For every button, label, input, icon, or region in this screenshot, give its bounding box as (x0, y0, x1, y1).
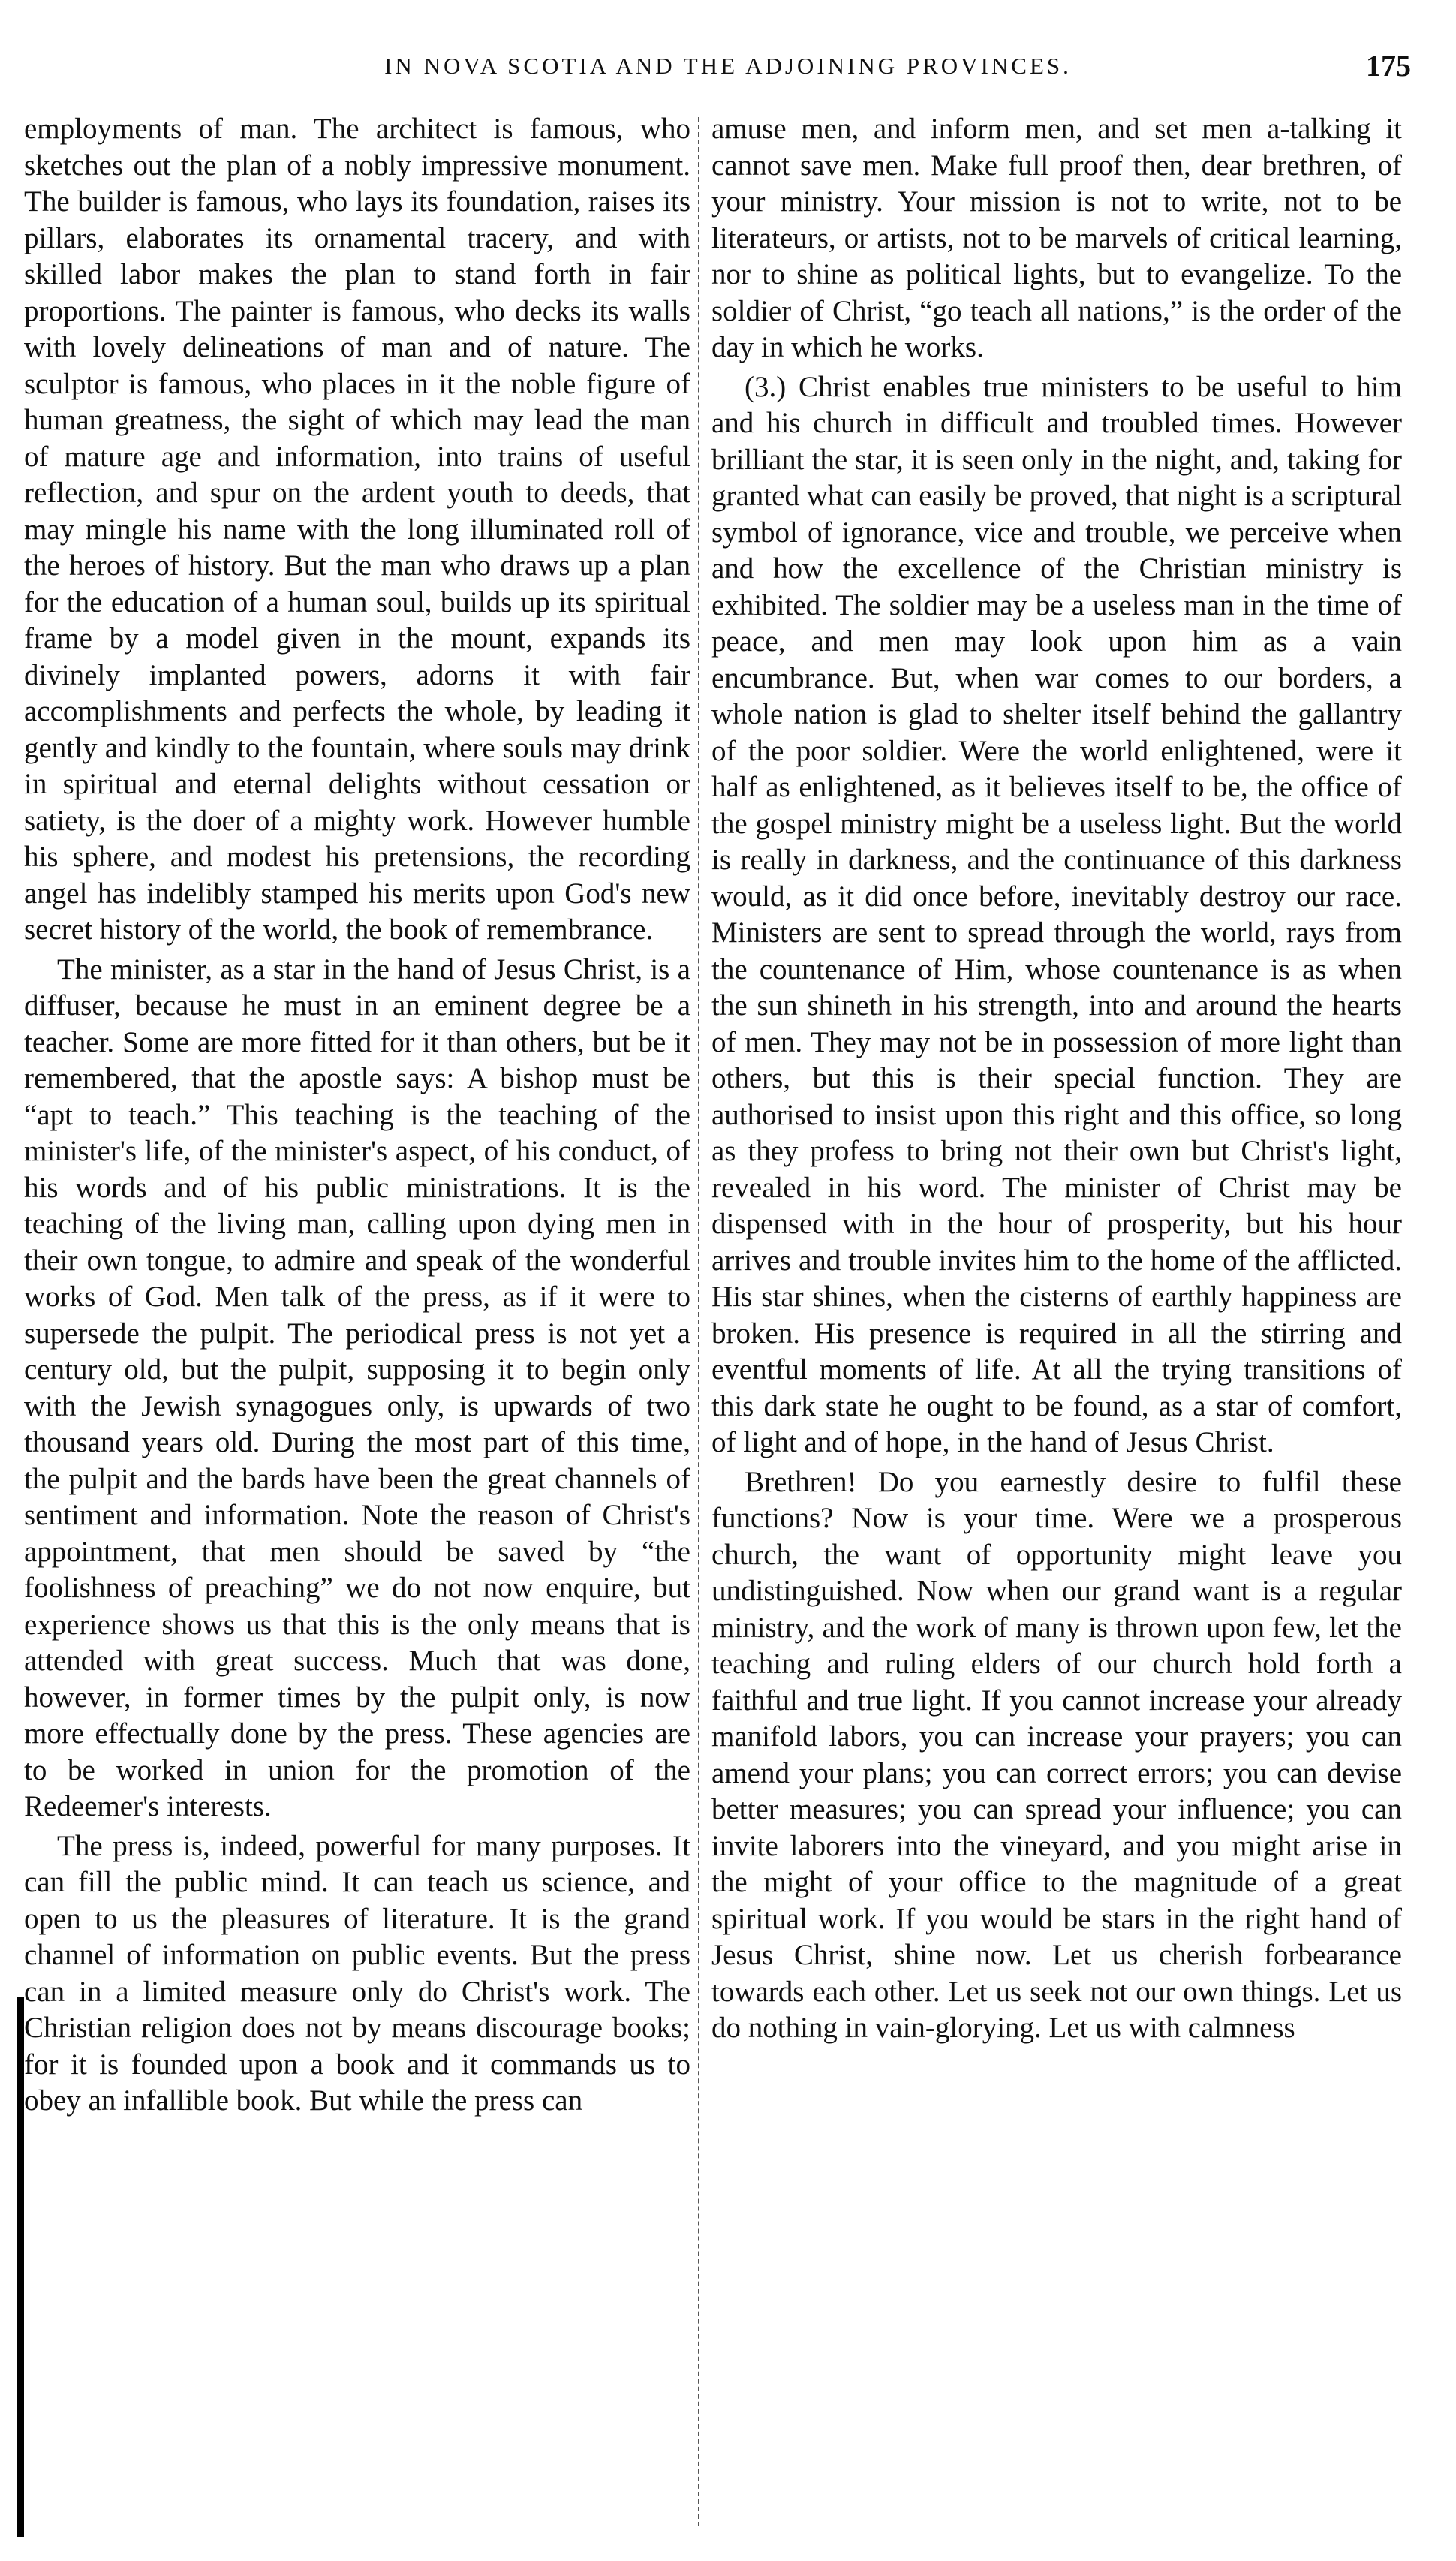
paragraph: The minister, as a star in the hand of Jesus Christ, is a diffuser, because he must in an eminent degree be a teacher. Some are more fitted for it than others, but be it remembered, that the apostle says: A bishop must be “apt to teach.” This teaching is the teaching of the minister's life, of the minister's aspect, of his conduct, of his words and of his public ministrations. It is the teaching of the living man, calling upon dying men in their own tongue, to admire and speak of the wonderful works of God. Men talk of the press, as if it were to supersede the pulpit. The periodical press is not yet a century old, but the pulpit, supposing it to begin only with the Jewish synagogues only, is upwards of two thousand years old. During the most part of this time, the pulpit and the bards have been the great channels of sentiment and information. Note the reason of Christ's appointment, that men should be saved by “the foolishness of preaching” we do not now enquire, but experience shows us that this is the only means that is attended with great success. Much that was done, however, in former times by the pulpit only, is now more effectually done by the press. These agencies are to be worked in union for the promotion of the Redeemer's interests. (24, 952, 690, 1822)
running-title: IN NOVA SCOTIA AND THE ADJOINING PROVINCES. (384, 53, 1072, 79)
paragraph: (3.) Christ enables true ministers to be useful to him and his church in difficult and troubled times. However brilliant the star, it is seen only in the night, and, taking for granted what can easily be proved, that night is a scriptural symbol of ignorance, vice and trouble, we perceive when and how the excellence of the Christian ministry is exhibited. The soldier may be a useless man in the time of peace, and men may look upon him as a vain encumbrance. But, when war comes to our borders, a whole nation is glad to shelter itself behind the gallantry of the poor soldier. Were the world enlightened, were it half as enlightened, as it believes itself to be, the office of the gospel ministry might be a useless light. But the world is really in darkness, and the continuance of this darkness would, as it did once before, inevitably destroy our race. Ministers are sent to spread through the world, rays from the countenance of Him, whose countenance is as when the sun shineth in his strength, into and around the hearts of men. They may not be in possession of more light than others, but this is their special function. They are authorised to insist upon this right and this office, so long as they profess to bring not their own but Christ's light, revealed in his word. The minister of Christ may be dispensed with in the hour of prosperity, but his hour arrives and trouble invites him to the home of the afflicted. His star shines, when the cisterns of earthly happiness are broken. His presence is required in all the stirring and eventful moments of life. At all the trying transitions of this dark state he ought to be found, as a star of comfort, of light and of hope, in the hand of Jesus Christ. (711, 370, 1402, 1458)
column-divider (698, 117, 699, 2526)
binding-shadow (17, 1997, 24, 2537)
paragraph: employments of man. The architect is famous, who sketches out the plan of a nobly impressive monument. The builder is famous, who lays its foundation, raises its pillars, elaborates its ornamental tracery, and with skilled labor makes the plan to stand forth in fair proportions. The painter is famous, who decks its walls with lovely delineations of man and of nature. The sculptor is famous, who places in it the noble figure of human greatness, the sight of which may lead the man of mature age and information, into trains of useful reflection, and spur on the ardent youth to deeds, that may mingle his name with the long illuminated roll of the heroes of history. But the man who draws up a plan for the education of a human soul, builds up its spiritual frame by a model given in the mount, expands its divinely implanted powers, adorns it with fair accomplishments and perfects the whole, by leading it gently and kindly to the fountain, where souls may drink in spiritual and eternal delights without cessation or satiety, is the doer of a mighty work. However humble his sphere, and modest his pretensions, the recording angel has indelibly stamped his merits upon God's new secret history of the world, the book of remembrance. (24, 113, 690, 946)
right-column (711, 111, 1402, 2528)
paragraph: amuse men, and inform men, and set men a-talking it cannot save men. Make full proof then, dear brethren, of your ministry. Your mission is not to write, not to be literateurs, or artists, not to be marvels of critical learning, nor to shine as political lights, but to evangelize. To the soldier of Christ, “go teach all nations,” is the order of the day in which he works. (711, 113, 1402, 363)
paragraph: The press is, indeed, powerful for many purposes. It can fill the public mind. It can teach us science, and open to us the pleasures of literature. It is the grand channel of information on public events. But the press can in a limited measure only do Christ's work. The Christian religion does not by means discourage books; for it is founded upon a book and it commands us to obey an infallible book. But while the press can (24, 1829, 690, 2117)
left-column (24, 111, 690, 2528)
page-header (30, 49, 1426, 98)
page-number: 175 (1366, 49, 1411, 83)
paragraph: Brethren! Do you earnestly desire to fulfil these functions? Now is your time. Were we a prosperous church, the want of opportunity might leave you undistinguished. Now when our grand want is a regular ministry, and the work of many is thrown upon few, let the teaching and ruling elders of our church hold forth a faithful and true light. If you cannot increase your already manifold labors, you can increase your prayers; you can amend your plans; you can correct errors; you can devise better measures; you can spread your influence; you can invite laborers into the vineyard, and you might arise in the might of your office to the magnitude of a great spiritual work. If you would be stars in the right hand of Jesus Christ, shine now. Let us cherish forbearance towards each other. Let us seek not our own things. Let us do nothing in vain-glorying. Let us with calmness (711, 1465, 1402, 2044)
